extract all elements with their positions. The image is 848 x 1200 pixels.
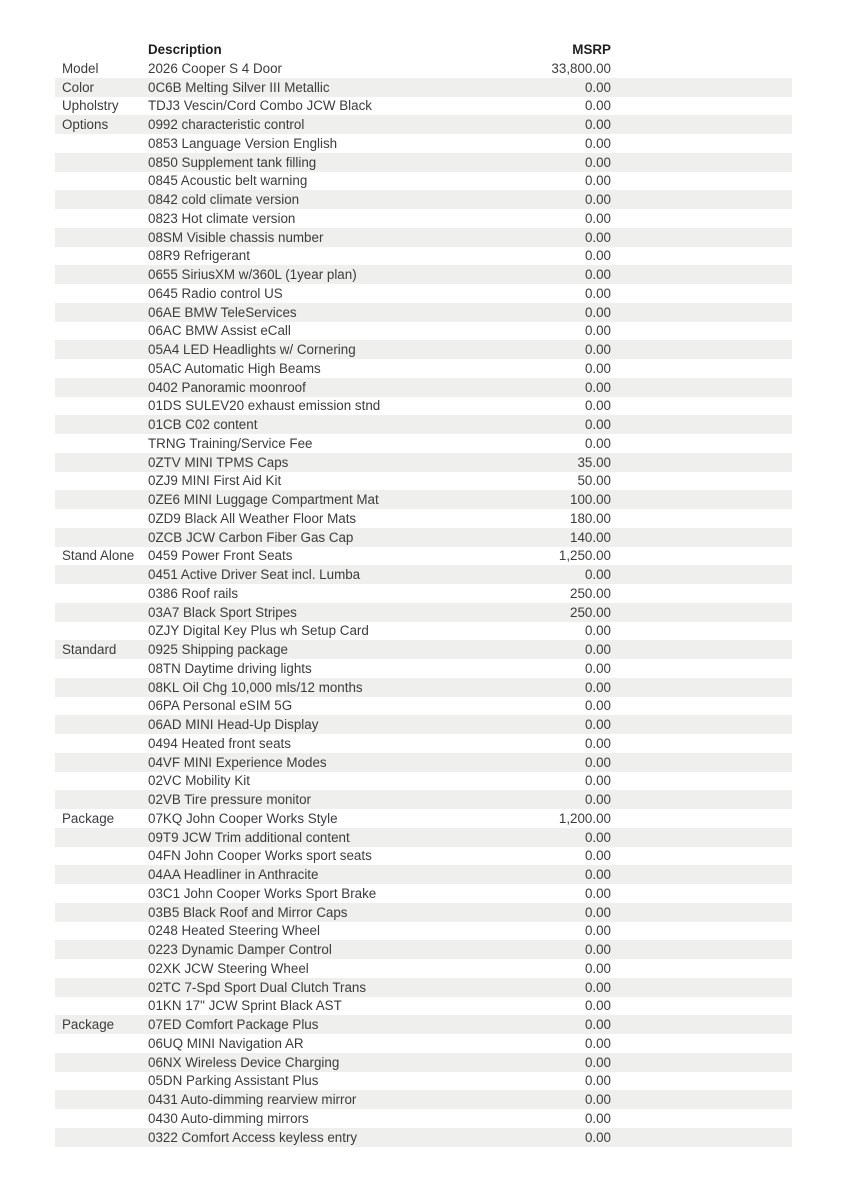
row-msrp-value: 250.00: [570, 585, 611, 601]
row-msrp-value: 0.00: [584, 660, 611, 676]
row-description: 03A7 Black Sport Stripes: [148, 604, 297, 620]
row-description: 03C1 John Cooper Works Sport Brake: [148, 885, 377, 901]
table-row: [55, 734, 792, 753]
table-row: [55, 603, 792, 622]
row-description: 0ZCB JCW Carbon Fiber Gas Cap: [148, 529, 354, 545]
row-description: 0431 Auto-dimming rearview mirror: [148, 1092, 357, 1108]
table-row: [55, 509, 792, 528]
row-description: 0853 Language Version English: [148, 135, 338, 151]
table-row: [55, 828, 792, 847]
row-description: 0850 Supplement tank filling: [148, 154, 317, 170]
row-msrp-value: 0.00: [584, 342, 611, 358]
table-row: [55, 490, 792, 509]
row-msrp-value: 0.00: [584, 904, 611, 920]
table-row: [55, 265, 792, 284]
table-row: [55, 1015, 792, 1034]
msrp-column-header: MSRP: [572, 42, 611, 57]
row-description: 0223 Dynamic Damper Control: [148, 942, 332, 958]
table-row: [55, 209, 792, 228]
row-msrp-value: 0.00: [584, 960, 611, 976]
table-row: [55, 172, 792, 191]
row-description: 0823 Hot climate version: [148, 210, 296, 226]
row-msrp-value: 140.00: [570, 529, 611, 545]
row-msrp-value: 0.00: [584, 923, 611, 939]
table-row: [55, 228, 792, 247]
row-description: 02VB Tire pressure monitor: [148, 792, 311, 808]
table-row: [55, 678, 792, 697]
row-msrp-value: 0.00: [584, 285, 611, 301]
table-row: [55, 1128, 792, 1147]
row-description: 09T9 JCW Trim additional content: [148, 829, 350, 845]
row-description: 08R9 Refrigerant: [148, 248, 250, 264]
table-row: [55, 940, 792, 959]
table-row: [55, 790, 792, 809]
row-msrp-value: 0.00: [584, 210, 611, 226]
row-description: 08TN Daytime driving lights: [148, 660, 312, 676]
row-msrp-value: 0.00: [584, 642, 611, 658]
row-description: TRNG Training/Service Fee: [148, 435, 313, 451]
row-msrp-value: 0.00: [584, 229, 611, 245]
row-msrp-value: 100.00: [570, 492, 611, 508]
table-row: [55, 659, 792, 678]
row-description: 06AE BMW TeleServices: [148, 304, 297, 320]
table-row: [55, 434, 792, 453]
row-description: 06AD MINI Head-Up Display: [148, 717, 319, 733]
row-msrp-value: 0.00: [584, 417, 611, 433]
row-msrp-value: 35.00: [577, 454, 611, 470]
row-description: 0430 Auto-dimming mirrors: [148, 1110, 309, 1126]
row-description: 0248 Heated Steering Wheel: [148, 923, 320, 939]
row-description: 0322 Comfort Access keyless entry: [148, 1129, 358, 1145]
table-row: [55, 697, 792, 716]
table-header-row: [55, 40, 792, 59]
row-description: 01DS SULEV20 exhaust emission stnd: [148, 398, 381, 414]
row-msrp-value: 0.00: [584, 1129, 611, 1145]
table-row: [55, 59, 792, 78]
row-description: 0494 Heated front seats: [148, 735, 291, 751]
row-msrp-value: 0.00: [584, 1017, 611, 1033]
row-msrp-value: 0.00: [584, 267, 611, 283]
row-msrp-value: 33,800.00: [551, 60, 611, 76]
row-description: 08KL Oil Chg 10,000 mls/12 months: [148, 679, 363, 695]
row-description: 0992 characteristic control: [148, 117, 305, 133]
table-row: [55, 565, 792, 584]
row-msrp-value: 0.00: [584, 942, 611, 958]
row-msrp-value: 0.00: [584, 398, 611, 414]
row-description: 06UQ MINI Navigation AR: [148, 1035, 304, 1051]
table-row: [55, 472, 792, 491]
row-msrp-value: 0.00: [584, 360, 611, 376]
row-msrp-value: 180.00: [570, 510, 611, 526]
table-row: [55, 978, 792, 997]
table-row: [55, 1109, 792, 1128]
row-msrp-value: 0.00: [584, 754, 611, 770]
table-row: [55, 115, 792, 134]
table-row: [55, 284, 792, 303]
row-description: 04VF MINI Experience Modes: [148, 754, 327, 770]
row-category-label: Color: [62, 79, 94, 95]
table-row: [55, 715, 792, 734]
table-row: [55, 190, 792, 209]
row-description: 0ZE6 MINI Luggage Compartment Mat: [148, 492, 379, 508]
options-table: [55, 40, 792, 1147]
table-row: [55, 584, 792, 603]
table-row: [55, 772, 792, 791]
table-body: [55, 59, 792, 1147]
row-description: 05DN Parking Assistant Plus: [148, 1073, 319, 1089]
table-row: [55, 1053, 792, 1072]
row-category-label: Upholstry: [62, 98, 119, 114]
table-row: [55, 997, 792, 1016]
row-description: 0402 Panoramic moonroof: [148, 379, 306, 395]
row-msrp-value: 0.00: [584, 735, 611, 751]
table-row: [55, 359, 792, 378]
table-row: [55, 847, 792, 866]
row-msrp-value: 0.00: [584, 248, 611, 264]
row-description: 01CB C02 content: [148, 417, 258, 433]
table-row: [55, 134, 792, 153]
row-msrp-value: 0.00: [584, 1092, 611, 1108]
row-description: 04FN John Cooper Works sport seats: [148, 848, 372, 864]
table-row: [55, 528, 792, 547]
row-description: 04AA Headliner in Anthracite: [148, 867, 319, 883]
table-row: [55, 1072, 792, 1091]
row-msrp-value: 1,250.00: [558, 548, 611, 564]
row-msrp-value: 0.00: [584, 998, 611, 1014]
row-description: 01KN 17" JCW Sprint Black AST: [148, 998, 342, 1014]
table-row: [55, 453, 792, 472]
row-msrp-value: 0.00: [584, 567, 611, 583]
row-msrp-value: 0.00: [584, 792, 611, 808]
row-msrp-value: 0.00: [584, 154, 611, 170]
table-row: [55, 547, 792, 566]
row-description: 0925 Shipping package: [148, 642, 288, 658]
row-msrp-value: 0.00: [584, 379, 611, 395]
row-description: 0ZJ9 MINI First Aid Kit: [148, 473, 282, 489]
table-row: [55, 809, 792, 828]
row-msrp-value: 0.00: [584, 698, 611, 714]
row-msrp-value: 0.00: [584, 679, 611, 695]
row-msrp-value: 0.00: [584, 79, 611, 95]
row-msrp-value: 0.00: [584, 829, 611, 845]
table-row: [55, 247, 792, 266]
row-msrp-value: 0.00: [584, 117, 611, 133]
row-description: 06PA Personal eSIM 5G: [148, 698, 293, 714]
table-row: [55, 884, 792, 903]
row-description: 0ZD9 Black All Weather Floor Mats: [148, 510, 357, 526]
row-description: 0386 Roof rails: [148, 585, 239, 601]
table-row: [55, 397, 792, 416]
table-row: [55, 303, 792, 322]
row-description: TDJ3 Vescin/Cord Combo JCW Black: [148, 98, 372, 114]
row-msrp-value: 250.00: [570, 604, 611, 620]
row-msrp-value: 0.00: [584, 848, 611, 864]
row-msrp-value: 0.00: [584, 623, 611, 639]
row-description: 03B5 Black Roof and Mirror Caps: [148, 904, 348, 920]
row-category-label: Options: [62, 117, 109, 133]
table-row: [55, 1034, 792, 1053]
row-description: 05AC Automatic High Beams: [148, 360, 321, 376]
row-description: 0ZJY Digital Key Plus wh Setup Card: [148, 623, 369, 639]
row-description: 08SM Visible chassis number: [148, 229, 324, 245]
row-msrp-value: 0.00: [584, 1110, 611, 1126]
row-description: 0C6B Melting Silver III Metallic: [148, 79, 330, 95]
row-msrp-value: 0.00: [584, 173, 611, 189]
row-category-label: Package: [62, 1017, 115, 1033]
table-row: [55, 415, 792, 434]
row-msrp-value: 0.00: [584, 323, 611, 339]
table-row: [55, 340, 792, 359]
table-row: [55, 1090, 792, 1109]
table-row: [55, 378, 792, 397]
table-row: [55, 903, 792, 922]
row-msrp-value: 0.00: [584, 1054, 611, 1070]
table-row: [55, 622, 792, 641]
row-msrp-value: 0.00: [584, 98, 611, 114]
table-row: [55, 97, 792, 116]
row-msrp-value: 0.00: [584, 192, 611, 208]
row-category-label: Standard: [62, 642, 117, 658]
row-description: 05A4 LED Headlights w/ Cornering: [148, 342, 356, 358]
row-description: 07KQ John Cooper Works Style: [148, 810, 338, 826]
row-msrp-value: 0.00: [584, 885, 611, 901]
row-msrp-value: 1,200.00: [558, 810, 611, 826]
table-row: [55, 753, 792, 772]
table-row: [55, 922, 792, 941]
row-msrp-value: 0.00: [584, 304, 611, 320]
row-description: 02XK JCW Steering Wheel: [148, 960, 309, 976]
row-description: 0645 Radio control US: [148, 285, 283, 301]
row-msrp-value: 0.00: [584, 435, 611, 451]
row-description: 0842 cold climate version: [148, 192, 300, 208]
row-category-label: Model: [62, 60, 99, 76]
row-description: 0ZTV MINI TPMS Caps: [148, 454, 289, 470]
row-msrp-value: 0.00: [584, 773, 611, 789]
row-description: 06AC BMW Assist eCall: [148, 323, 291, 339]
table-row: [55, 78, 792, 97]
row-description: 0845 Acoustic belt warning: [148, 173, 308, 189]
row-msrp-value: 0.00: [584, 1035, 611, 1051]
row-description: 2026 Cooper S 4 Door: [148, 60, 282, 76]
row-category-label: Package: [62, 810, 115, 826]
row-msrp-value: 0.00: [584, 867, 611, 883]
row-msrp-value: 0.00: [584, 717, 611, 733]
row-description: 07ED Comfort Package Plus: [148, 1017, 319, 1033]
table-row: [55, 865, 792, 884]
table-row: [55, 153, 792, 172]
row-description: 0451 Active Driver Seat incl. Lumba: [148, 567, 361, 583]
table-row: [55, 322, 792, 341]
table-row: [55, 959, 792, 978]
row-msrp-value: 0.00: [584, 135, 611, 151]
row-description: 0655 SiriusXM w/360L (1year plan): [148, 267, 357, 283]
row-description: 02VC Mobility Kit: [148, 773, 250, 789]
row-msrp-value: 50.00: [577, 473, 611, 489]
description-column-header: Description: [148, 42, 222, 57]
row-description: 02TC 7-Spd Sport Dual Clutch Trans: [148, 979, 367, 995]
row-msrp-value: 0.00: [584, 979, 611, 995]
row-msrp-value: 0.00: [584, 1073, 611, 1089]
row-description: 0459 Power Front Seats: [148, 548, 293, 564]
row-category-label: Stand Alone: [62, 548, 135, 564]
table-row: [55, 640, 792, 659]
row-description: 06NX Wireless Device Charging: [148, 1054, 340, 1070]
